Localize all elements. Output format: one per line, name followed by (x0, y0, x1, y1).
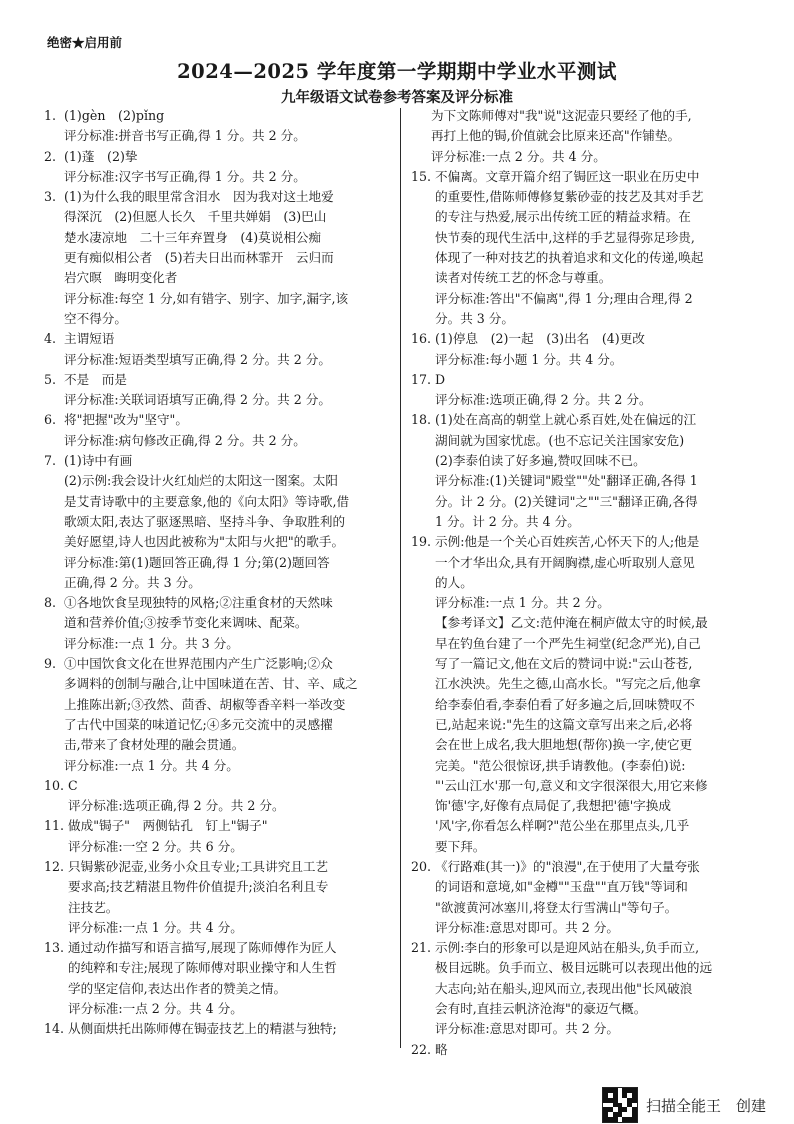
answer-line: 评分标准:选项正确,得 2 分。共 2 分。 (435, 392, 652, 408)
answer-line: 读者对传统工艺的怀念与尊重。 (435, 270, 612, 286)
answer-line: 评分标准:关联词语填写正确,得 2 分。共 2 分。 (64, 392, 331, 408)
answer-line: 的专注与热爱,展示出传统工匠的精益求精。在 (435, 209, 691, 225)
answer-item (413, 532, 758, 857)
answer-line: 击,带来了食材处理的融会贯通。 (64, 737, 245, 753)
answer-line: 快节奏的现代生活中,这样的手艺显得弥足珍贵, (435, 229, 695, 245)
answer-item (413, 857, 758, 938)
answer-line: 给李泰伯看,李泰伯看了好多遍之后,回味赞叹不 (435, 696, 695, 712)
answer-line: 上推陈出新;③孜然、茴香、胡椒等香辛料一举改变 (64, 696, 346, 712)
answer-line: 注技艺。 (68, 899, 119, 915)
question-number: 17. (411, 371, 432, 387)
answer-line: 评分标准:拼音书写正确,得 1 分。共 2 分。 (64, 128, 306, 144)
question-number: 12. (44, 858, 65, 874)
answer-line: (1)停息 (2)一起 (3)出名 (4)更改 (435, 331, 645, 347)
question-number: 20. (411, 858, 432, 874)
answer-line: 湖间就为国家忧虑。(也不忘记关注国家安危) (435, 432, 685, 448)
answer-line: '风'字,你看怎么样啊?"范公坐在那里点头,几乎 (435, 818, 690, 834)
answer-line: 评分标准:短语类型填写正确,得 2 分。共 2 分。 (64, 351, 331, 367)
answer-line: 空不得分。 (64, 310, 127, 326)
answer-line: 评分标准:每小题 1 分。共 4 分。 (435, 351, 623, 367)
answer-line: 通过动作描写和语言描写,展现了陈师傅作为匠人 (68, 940, 337, 956)
left-answer-column (46, 106, 392, 1040)
answer-line: 得深沉 (2)但愿人长久 千里共婵娟 (3)巴山 (64, 209, 327, 225)
answer-item (46, 329, 392, 370)
question-number: 3. (44, 189, 57, 205)
question-number: 7. (44, 453, 57, 469)
answer-line: (1)为什么我的眼里常含泪水 因为我对这土地爱 (64, 189, 334, 205)
answer-line: 饰'德'字,好像有点局促了,我想把'德'字换成 (435, 798, 671, 814)
answer-line: 评分标准:一点 2 分。共 4 分。 (68, 1001, 243, 1017)
answer-line: (2)示例:我会设计火红灿烂的太阳这一图案。太阳 (64, 473, 338, 489)
answer-line: 评分标准:每空 1 分,如有错字、别字、加字,漏字,该 (64, 290, 349, 306)
answer-line: 评分标准:第(1)题回答正确,得 1 分;第(2)题回答 (64, 554, 330, 570)
answer-item (46, 857, 392, 938)
answer-line: 的词语和意境,如"金樽""玉盘""直万钱"等词和 (435, 879, 688, 895)
answer-line: 评分标准:选项正确,得 2 分。共 2 分。 (68, 798, 285, 814)
answer-line: ①各地饮食呈现独特的风格;②注重食材的天然味 (64, 595, 333, 611)
answer-line: 评分标准:答出"不偏离",得 1 分;理由合理,得 2 (435, 290, 693, 306)
answer-item (413, 329, 758, 370)
question-number: 6. (44, 412, 57, 428)
question-number: 14. (44, 1021, 65, 1037)
answer-line: 正确,得 2 分。共 3 分。 (64, 574, 201, 590)
answer-line: 将"把握"改为"坚守"。 (64, 412, 188, 428)
answer-line: 江水泱泱。先生之德,山高水长。"写完之后,他拿 (435, 676, 701, 692)
scanner-app-label: 扫描全能王 创建 (645, 1096, 766, 1115)
answer-item (413, 370, 758, 411)
answer-item (46, 451, 392, 593)
answer-line: 分。共 3 分。 (435, 310, 514, 326)
answer-item (46, 187, 392, 329)
answer-line: 体现了一种对技艺的执着追求和文化的传递,唤起 (435, 250, 704, 266)
answer-line: 【参考译文】乙文:范仲淹在桐庐做太守的时候,最 (435, 615, 708, 631)
scanner-watermark (602, 1087, 766, 1123)
answer-line: 一个才华出众,具有开阔胸襟,虚心听取别人意见 (435, 554, 695, 570)
answer-line: 已,站起来说:"先生的这篇文章写出来之后,必将 (435, 716, 693, 732)
answer-line: "'云山江水'那一句,意义和文字很深很大,用它来修 (435, 777, 708, 793)
answer-line: 主谓短语 (64, 331, 115, 347)
answer-line: 评分标准:病句修改正确,得 2 分。共 2 分。 (64, 432, 306, 448)
answer-line: ①中国饮食文化在世界范围内产生广泛影响;②众 (64, 656, 333, 672)
answer-item (46, 776, 392, 817)
answer-line: 会在世上成名,我大胆地想(帮你)换一字,使它更 (435, 737, 693, 753)
page-title: 2024—2025 学年度第一学期期中学业水平测试 (177, 60, 617, 83)
question-number: 18. (411, 412, 432, 428)
answer-line: (1)诗中有画 (64, 453, 133, 469)
answer-line: 分。计 2 分。(2)关键词"之""三"翻译正确,各得 (435, 493, 698, 509)
answer-line: 示例:他是一个关心百姓疾苦,心怀天下的人;他是 (435, 534, 700, 550)
answer-line: D (435, 371, 446, 387)
answer-line: 岩穴暝 晦明变化者 (64, 270, 178, 286)
answer-line: 示例:李白的形象可以是迎风站在船头,负手而立, (435, 940, 700, 956)
answer-line: 要下拜。 (435, 838, 486, 854)
answer-item (46, 410, 392, 451)
question-number: 8. (44, 595, 57, 611)
answer-item (46, 593, 392, 654)
answer-line: 再打上他的锔,价值就会比原来还高"作铺垫。 (431, 128, 681, 144)
answer-line: 做成"锔子" 两侧钻孔 钉上"锔子" (68, 818, 268, 834)
confidential-label: 绝密★启用前 (47, 35, 123, 50)
answer-item (46, 147, 392, 188)
answer-line: 的人。 (435, 574, 473, 590)
answer-line: 写了一篇记文,他在文后的赞词中说:"云山苍苍, (435, 656, 693, 672)
answer-line: 道和营养价值;③按季节变化来调味、配菜。 (64, 615, 308, 631)
answer-line: 评分标准:一空 2 分。共 6 分。 (68, 838, 243, 854)
answer-line: (1)gèn (2)pǐng (64, 108, 165, 123)
question-number: 19. (411, 534, 432, 550)
answer-item (413, 410, 758, 532)
answer-line: 大志向;站在船头,迎风而立,表现出他"长风破浪 (435, 980, 693, 996)
answer-line: 不是 而是 (64, 371, 127, 387)
page-subtitle: 九年级语文试卷参考答案及评分标准 (281, 89, 513, 106)
answer-item (46, 1019, 392, 1039)
answer-line: 评分标准:一点 1 分。共 4 分。 (68, 919, 243, 935)
answer-line: 评分标准:一点 1 分。共 4 分。 (64, 757, 239, 773)
question-number: 13. (44, 940, 65, 956)
answer-line: (1)蓬 (2)挚 (64, 148, 138, 164)
answer-line: 只锔紫砂泥壶,业务小众且专业;工具讲究且工艺 (68, 858, 329, 874)
answer-line: 多调料的创制与融合,让中国味道在苦、甘、辛、咸之 (64, 676, 358, 692)
answer-line: 从侧面烘托出陈师傅在锔壶技艺上的精湛与独特; (68, 1021, 337, 1037)
answer-line: 会有时,直挂云帆济沧海"的豪迈气概。 (435, 1001, 647, 1017)
answer-line: 评分标准:一点 2 分。共 4 分。 (431, 148, 606, 164)
answer-line: 略 (435, 1041, 448, 1057)
question-number: 1. (44, 108, 57, 123)
question-number: 5. (44, 371, 57, 387)
question-number: 2. (44, 148, 57, 164)
answer-line: 为下文陈师傅对"我"说"这泥壶只要经了他的手, (431, 108, 692, 123)
answer-line: 要求高;技艺精湛且物件价值提升;淡泊名利且专 (68, 879, 329, 895)
question-number: 21. (411, 940, 432, 956)
answer-line: 评分标准:一点 1 分。共 3 分。 (64, 635, 239, 651)
right-answer-column (413, 106, 758, 1060)
answer-item (413, 167, 758, 329)
answer-line: "欲渡黄河冰塞川,将登太行雪满山"等句子。 (435, 899, 678, 915)
answer-line: (2)李泰伯读了好多遍,赞叹回味不已。 (435, 453, 646, 469)
answer-line: 楚水凄凉地 二十三年弃置身 (4)莫说相公痴 (64, 229, 322, 245)
answer-line: 的重要性,借陈师傅修复紫砂壶的技艺及其对手艺 (435, 189, 704, 205)
answer-line: 评分标准:汉字书写正确,得 1 分。共 2 分。 (64, 168, 306, 184)
answer-line: 评分标准:意思对即可。共 2 分。 (435, 919, 619, 935)
column-divider (400, 108, 401, 1048)
answer-item (413, 938, 758, 1039)
question-number: 11. (44, 818, 65, 834)
answer-line: 歌颂太阳,表达了驱逐黑暗、坚持斗争、争取胜利的 (64, 513, 346, 529)
answer-line: 评分标准:(1)关键词"殿堂""处"翻译正确,各得 1 (435, 473, 698, 489)
answer-line: 学的坚定信仰,表达出作者的赞美之情。 (68, 980, 287, 996)
question-number: 15. (411, 168, 432, 184)
answer-line: 评分标准:意思对即可。共 2 分。 (435, 1021, 619, 1037)
answer-line: 了古代中国菜的味道记忆;④多元交流中的灵感擢 (64, 716, 333, 732)
answer-line: 美好愿望,诗人也因此被称为"太阳与火把"的歌手。 (64, 534, 345, 550)
answer-line: 是艾青诗歌中的主要意象,他的《向太阳》等诗歌,借 (64, 493, 350, 509)
answer-item (413, 106, 758, 167)
answer-line: 《行路难(其一)》的"浪漫",在于使用了大量夸张 (435, 858, 700, 874)
answer-line: 极目远眺。负手而立、极目远眺可以表现出他的远 (435, 960, 713, 976)
question-number: 10. (44, 777, 65, 793)
answer-line: 评分标准:一点 1 分。共 2 分。 (435, 595, 610, 611)
question-number: 4. (44, 331, 57, 347)
question-number: 9. (44, 656, 57, 672)
answer-line: 的纯粹和专注;展现了陈师傅对职业操守和人生哲 (68, 960, 337, 976)
answer-line: 完美。"范公很惊讶,拱手请教他。(李泰伯)说: (435, 757, 686, 773)
answer-line: 不偏离。文章开篇介绍了锔匠这一职业在历史中 (435, 168, 700, 184)
answer-item (46, 106, 392, 147)
answer-item (413, 1040, 758, 1060)
answer-line: C (68, 777, 78, 793)
answer-line: (1)处在高高的朝堂上就心系百姓,处在偏远的江 (435, 412, 697, 428)
qr-code-icon (602, 1087, 638, 1123)
answer-item (46, 654, 392, 776)
answer-line: 1 分。计 2 分。共 4 分。 (435, 513, 580, 529)
question-number: 22. (411, 1041, 432, 1057)
answer-item (46, 938, 392, 1019)
question-number: 16. (411, 331, 432, 347)
answer-line: 早在钓鱼台建了一个严先生祠堂(纪念严光),自己 (435, 635, 701, 651)
answer-line: 更有痴似相公者 (5)若夫日出而林霏开 云归而 (64, 250, 334, 266)
answer-item (46, 816, 392, 857)
answer-item (46, 370, 392, 411)
